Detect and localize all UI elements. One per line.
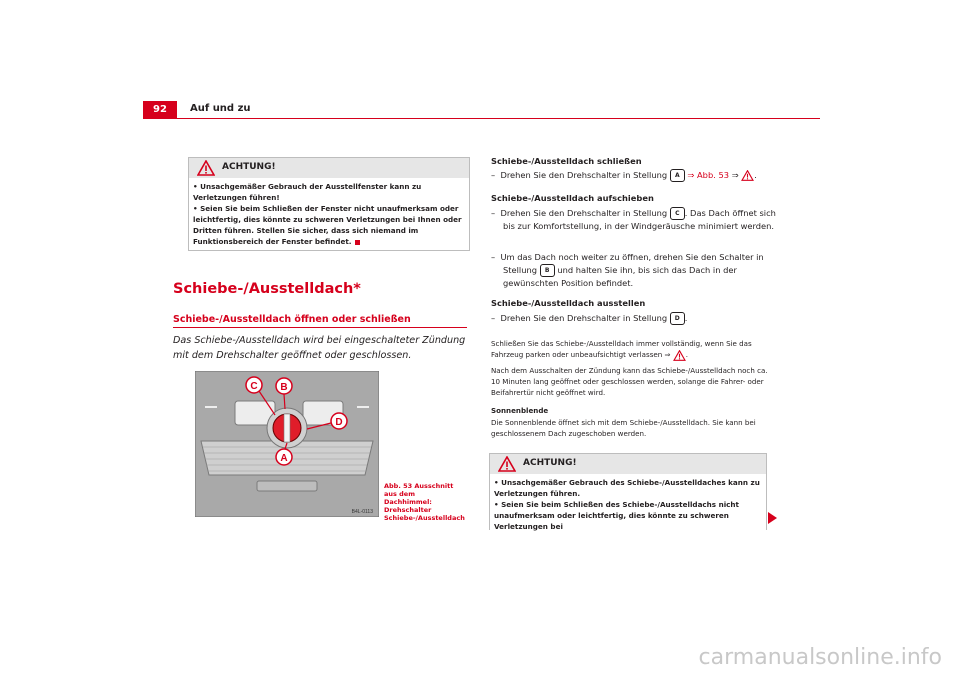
running-title: Auf und zu — [190, 103, 251, 114]
section-title: Schiebe-/Ausstelldach* — [173, 281, 361, 297]
warning-label: ACHTUNG! — [222, 162, 276, 172]
step-close: – Drehen Sie den Drehschalter in Stellung A ⇒ Abb. 53 ⇒ . — [491, 170, 757, 180]
subsection-title: Schiebe-/Ausstelldach öffnen oder schließen — [173, 314, 411, 325]
position-a-badge: A — [670, 169, 685, 182]
position-d-badge: D — [670, 312, 685, 325]
figure-code: B4L-0113 — [351, 509, 373, 515]
warning-header — [189, 158, 469, 178]
warning-label: ACHTUNG! — [523, 458, 577, 468]
subsection-rule — [173, 327, 467, 328]
end-marker-icon — [355, 240, 360, 245]
heading-close: Schiebe-/Ausstelldach schließen — [491, 156, 642, 166]
step-open: – Drehen Sie den Drehschalter in Stellung C . Das Dach öffnet sich bis zur Komfortstellung, in der Windgeräusche minimiert werden. — [491, 208, 776, 231]
warning-box-top — [188, 157, 470, 251]
page-number: 92 — [143, 101, 177, 118]
step-open-further: – Um das Dach noch weiter zu öffnen, drehen Sie den Schalter in Stellung B und halten Sie ihn, bis sich das Dach in der gewünschten Position befindet. — [491, 252, 764, 288]
figure-caption: Abb. 53 Ausschnitt aus dem Dachhimmel: Drehschalter Schiebe-/Ausstelldach — [384, 482, 465, 522]
warning-triangle-icon — [498, 456, 516, 472]
position-b-badge: B — [540, 264, 555, 277]
note-park: Schließen Sie das Schiebe-/Ausstelldach immer vollständig, wenn Sie das Fahrzeug parken oder unbeaufsichtigt verlassen ⇒ . — [491, 339, 752, 359]
intro-text: Das Schiebe-/Ausstelldach wird bei eingeschalteter Zündung mit dem Drehschalter geöffnet oder geschlossen. — [173, 335, 466, 361]
heading-open: Schiebe-/Ausstelldach aufschieben — [491, 193, 654, 203]
warning-triangle-icon — [673, 350, 686, 361]
warning-box-bottom — [489, 453, 767, 530]
warning-header — [490, 454, 766, 474]
svg-text:C: C — [250, 381, 258, 392]
continue-arrow-icon — [768, 512, 777, 524]
sunshade-title: Sonnenblende — [491, 406, 549, 415]
roof-console-figure — [195, 371, 379, 517]
warning-bullet: • Seien Sie beim Schließen der Fenster nicht unaufmerksam oder leichtfertig, dies könnte zu schweren Verletzungen bei Ihnen oder Dritten führen. Stellen Sie sicher, dass sich niemand im Funktionsbereich der Fenster befindet. — [193, 204, 462, 246]
warning-bullet: • Seien Sie beim Schließen des Schiebe-/Ausstelldachs nicht unaufmerksam oder leichtfertig, dies könnte zu schweren Verletzungen bei — [494, 500, 739, 531]
sunshade-text: Die Sonnenblende öffnet sich mit dem Schiebe-/Ausstelldach. Sie kann bei geschlossenem Dach zugeschoben werden. — [491, 418, 756, 438]
svg-text:A: A — [280, 453, 288, 464]
figure-link[interactable]: ⇒ Abb. 53 — [687, 170, 730, 180]
step-tilt: – Drehen Sie den Drehschalter in Stellung D . — [491, 313, 688, 323]
warning-triangle-icon — [197, 160, 215, 176]
warning-triangle-icon — [741, 170, 754, 181]
watermark: carmanualsonline.info — [698, 645, 942, 670]
warning-bullet: • Unsachgemäßer Gebrauch der Ausstellfenster kann zu Verletzungen führen! — [193, 182, 422, 202]
warning-bullet: • Unsachgemäßer Gebrauch des Schiebe-/Ausstelldaches kann zu Verletzungen führen. — [494, 478, 760, 498]
heading-tilt: Schiebe-/Ausstelldach ausstellen — [491, 298, 646, 308]
position-c-badge: C — [670, 207, 685, 220]
note-ignition: Nach dem Ausschalten der Zündung kann das Schiebe-/Ausstelldach noch ca. 10 Minuten lang geöffnet oder geschlossen werden, solange die Fahrer- oder Beifahrertür nicht geöffnet wird. — [491, 366, 768, 397]
svg-text:B: B — [280, 382, 288, 393]
header-rule — [143, 118, 820, 119]
svg-text:D: D — [335, 417, 343, 428]
